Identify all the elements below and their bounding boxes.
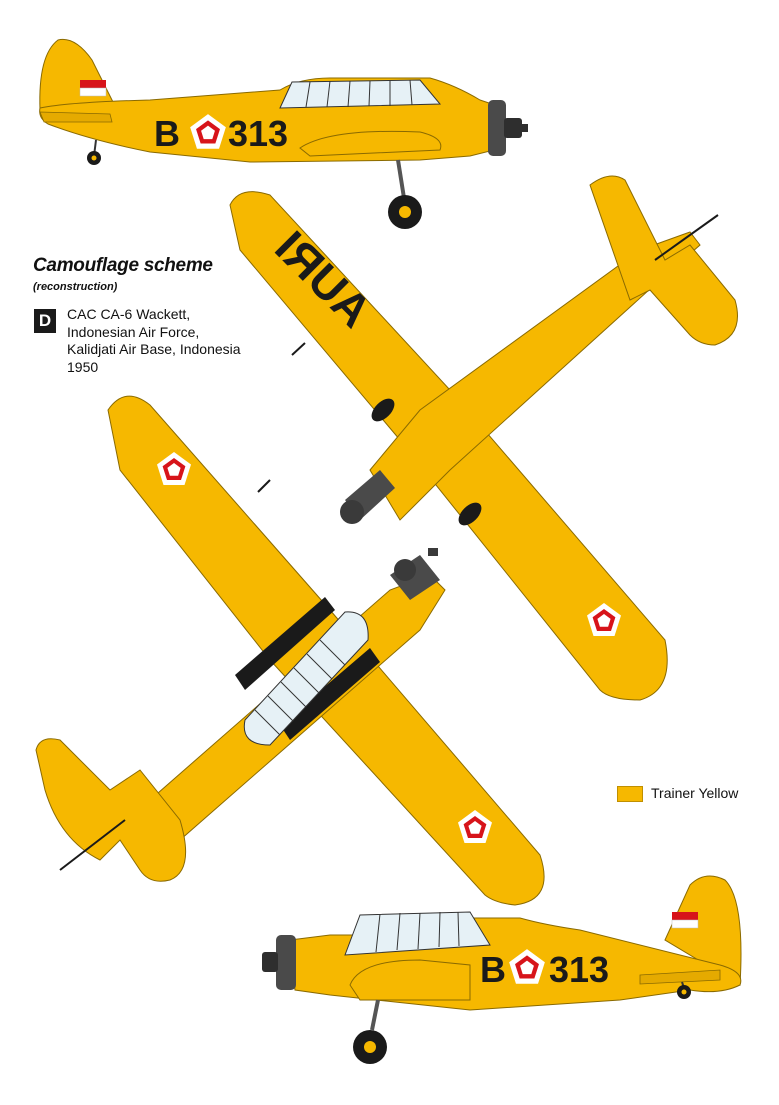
description-line: Kalidjati Air Base, Indonesia xyxy=(67,341,241,357)
canopy xyxy=(280,80,440,108)
side-code-number-bottom: 313 xyxy=(549,949,610,990)
scheme-subtitle: (reconstruction) xyxy=(33,281,118,293)
side-view-bottom xyxy=(262,876,741,1064)
wing-text: AURI xyxy=(265,220,382,338)
description-line: Indonesian Air Force, xyxy=(67,323,200,340)
legend-swatch-trainer-yellow xyxy=(617,786,643,802)
legend-label-trainer-yellow: Trainer Yellow xyxy=(651,785,739,801)
description-line: CAC CA-6 Wackett, xyxy=(67,306,191,322)
side-view-top xyxy=(40,39,528,229)
side-code-letter: B xyxy=(154,113,180,154)
scheme-letter-badge: D xyxy=(34,309,56,333)
side-code-number: 313 xyxy=(228,113,289,154)
scheme-description xyxy=(67,306,297,376)
description-line: 1950 xyxy=(67,358,99,375)
side-code-letter-bottom: B xyxy=(480,949,506,990)
scheme-title: Camouflage scheme xyxy=(33,255,213,276)
